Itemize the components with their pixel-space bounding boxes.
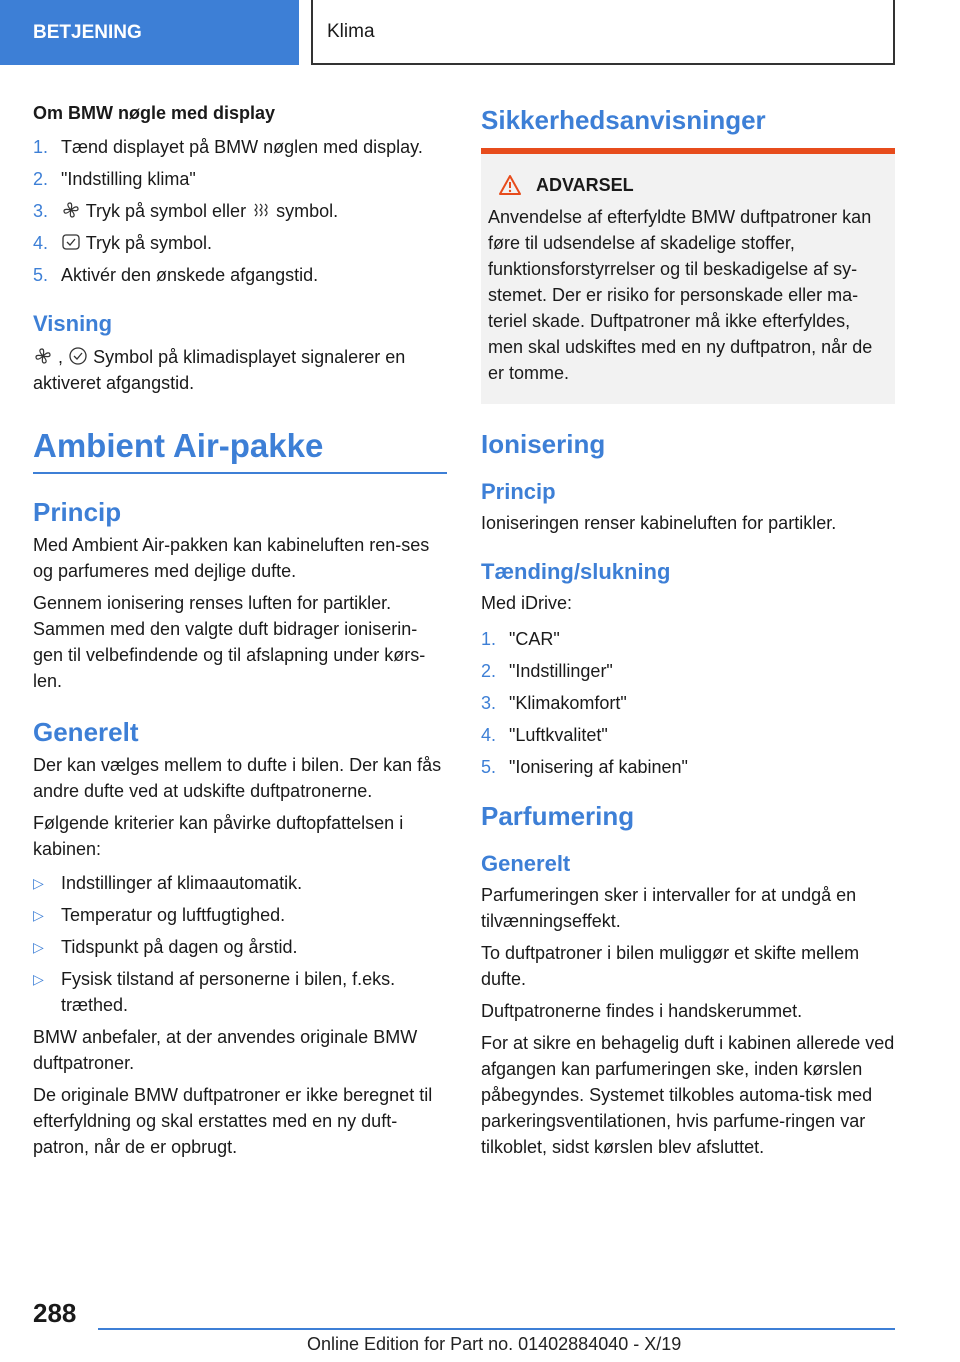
edition-text: Online Edition for Part no. 01402884040 - X/19 — [307, 1334, 682, 1354]
list-item: 4. Tryk på symbol. — [33, 233, 213, 253]
ventilation-icon — [251, 200, 271, 220]
sikkerhed-heading: Sikkerhedsanvisninger — [481, 105, 766, 135]
chapter-title: Klima — [327, 20, 375, 42]
generelt-heading: Generelt — [481, 851, 571, 876]
ambient-heading: Ambient Air-pakke — [33, 427, 324, 464]
page-number: 288 — [33, 1298, 77, 1328]
section-tab — [0, 0, 299, 65]
taending-heading: Tænding/slukning — [481, 559, 671, 584]
paragraph: BMW anbefaler, at der anvendes originale BMW duftpatroner. — [33, 1027, 418, 1073]
visning-text: , Symbol på klimadisplayet signalerer en aktiveret afgangstid. — [33, 347, 406, 393]
paragraph: Ioniseringen renser kabineluften for partikler. — [481, 513, 837, 533]
warning-text: Anvendelse af efterfyldte BMW duftpatroner kan føre til udsendelse af skadelige stoffer, funktionsforstyrrelser og til beskadigelse af sy-stemet. Der er risiko for personskade eller ma-teriel skade. Duftpatroner må ikke efterfyldes, men skal udskiftes med en ny duftpatron, når de er tomme. — [488, 207, 873, 383]
confirm-icon — [61, 232, 81, 252]
list-item: ▷ Temperatur og luftfugtighed. — [33, 905, 286, 925]
list-item: 3. "Klimakomfort" — [481, 693, 627, 713]
list-item: 2. "Indstillinger" — [481, 661, 613, 681]
list-item: 1. Tænd displayet på BMW nøglen med display. — [33, 137, 423, 157]
paragraph: Følgende kriterier kan påvirke duftopfattelsen i kabinen: — [33, 813, 404, 859]
visning-heading: Visning — [33, 311, 113, 336]
princip-heading: Princip — [481, 479, 556, 504]
princip-heading: Princip — [33, 497, 122, 527]
paragraph: Duftpatronerne findes i handskerummet. — [481, 1001, 803, 1021]
idrive-steps-list — [481, 626, 895, 780]
warning-triangle-icon — [498, 174, 522, 196]
fan-climate-icon — [61, 200, 81, 220]
right-column — [481, 100, 895, 1160]
list-item: 2. "Indstilling klima" — [33, 169, 196, 189]
criteria-list — [33, 870, 447, 1018]
heading-rule — [33, 472, 447, 474]
list-item: ▷ Fysisk tilstand af personerne i bilen, f.eks. træthed. — [33, 969, 396, 1015]
left-column — [33, 100, 447, 1160]
list-item: 4. "Luftkvalitet" — [481, 725, 608, 745]
warning-box — [481, 154, 895, 404]
chapter-tab — [311, 0, 895, 65]
clock-icon — [68, 346, 88, 366]
paragraph: Der kan vælges mellem to dufte i bilen. Der kan fås andre dufte ved at udskifte duftpatronerne. — [33, 755, 442, 801]
section-title: BETJENING — [33, 21, 142, 43]
generelt-heading: Generelt — [33, 717, 139, 747]
paragraph: De originale BMW duftpatroner er ikke beregnet til efterfyldning og skal erstattes med en ny duft-patron, når de er opbrugt. — [33, 1085, 433, 1157]
list-item: 5. Aktivér den ønskede afgangstid. — [33, 265, 319, 285]
list-item: ▷ Indstillinger af klimaautomatik. — [33, 873, 303, 893]
paragraph: Med Ambient Air-pakken kan kabineluften ren-ses og parfumeres med dejlige dufte. — [33, 535, 430, 581]
list-item: 3. Tryk på symbol eller symbol. — [33, 201, 339, 221]
ionisering-heading: Ionisering — [481, 429, 606, 459]
key-section-title: Om BMW nøgle med display — [33, 103, 276, 123]
parfumering-heading: Parfumering — [481, 801, 635, 831]
paragraph: To duftpatroner i bilen muliggør et skifte mellem dufte. — [481, 943, 860, 989]
list-item: 1. "CAR" — [481, 629, 560, 649]
warning-title: ADVARSEL — [488, 154, 888, 204]
paragraph: Parfumeringen sker i intervaller for at undgå en tilvænningseffekt. — [481, 885, 857, 931]
paragraph: For at sikre en behagelig duft i kabinen allerede ved afgangen kan parfumeringen ske, inden kørslen påbegyndes. Systemet tilkobles automa-tisk med parkeringsventilationen, hvis parfume-ringen var tilkoblet, sidst kørslen blev afsluttet. — [481, 1033, 895, 1157]
key-steps-list — [33, 134, 447, 288]
fan-climate-icon — [33, 346, 53, 366]
list-item: 5. "Ionisering af kabinen" — [481, 757, 688, 777]
paragraph: Med iDrive: — [481, 593, 573, 613]
paragraph: Gennem ionisering renses luften for partikler. Sammen med den valgte duft bidrager ioniserin-gen til velbefindende og til afslapning under kørs-len. — [33, 593, 426, 691]
footer-rule — [98, 1328, 895, 1330]
list-item: ▷ Tidspunkt på dagen og årstid. — [33, 937, 298, 957]
